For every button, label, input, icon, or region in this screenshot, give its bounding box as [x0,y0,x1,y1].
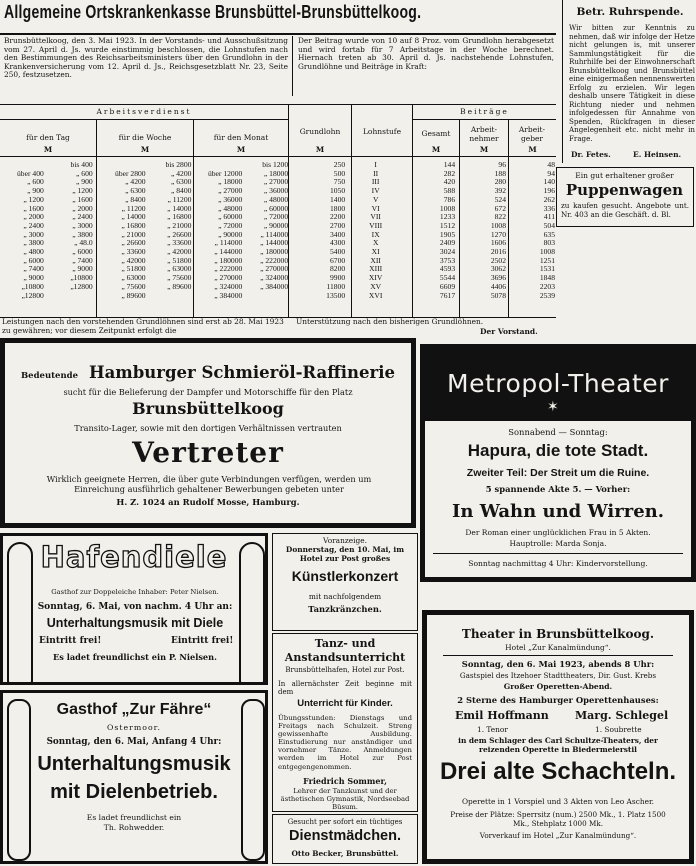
table-cell: „ 48.0 [74,238,93,248]
schmieroel-title: Hamburger Schmieröl-Raffinerie [89,363,395,382]
header-gesamt: Gesamt [421,129,451,138]
dienstmaedchen-ad [272,814,418,864]
table-cell: XIV [368,273,383,283]
table-cell: „ 180000 [214,255,243,265]
table-cell: „ 51800 [121,264,146,274]
table-cell: 2203 [539,281,555,291]
table-cell: 2502 [490,255,507,265]
table-cell: „ 6000 [23,255,44,265]
hafendiele-date: Sonntag, 6. Mai, von nachm. 4 Uhr an: [37,602,233,612]
schmieroel-line1: sucht für die Belieferung der Dampfer und Motorschiffe für den Platz [63,387,353,397]
metropol-film1: Hapura, die tote Stadt. [467,441,649,460]
table-cell: „ 63000 [121,273,146,283]
ruhrspende-sign-1: Dr. Fetes. [571,150,611,159]
schmieroel-line4: H. Z. 1024 an Rudolf Mosse, Hamburg. [116,497,300,507]
table-cell: „ 3800 [72,229,93,239]
theater-hotel: Hotel „Zur Kanalmündung“. [505,643,611,652]
header-grundlohn-mark: M [315,145,325,154]
table-cell: über 12000 [207,168,243,178]
table-cell: „ 33600 [121,247,146,257]
table-cell: „ 6000 [72,247,93,257]
tanz-title-2: Anstandsunterricht [284,651,406,664]
table-cell: „ 2000 [72,203,93,213]
table-cell: 4300 [329,238,346,248]
table-cell: II [373,168,379,178]
table-cell: 1233 [439,212,456,222]
table-cell: 3753 [439,255,456,265]
theater-presale: Vorverkauf im Hotel „Zur Kanalmündung“. [479,831,637,840]
table-cell: „ 27000 [218,186,243,196]
table-cell: 822 [494,212,507,222]
theater-stars: 2 Sterne des Hamburger Operettenhauses: [457,695,659,705]
ruhrspende-title: Betr. Ruhrspende. [576,6,684,18]
table-cell: „ 270000 [260,264,289,274]
table-footnote-left: Leistungen nach den vorstehenden Grundlöhnen sind erst ab 28. Mai 1923 zu gewähren; vor diesem Zeitpunkt erfolgt die [2,317,284,335]
table-cell: 1606 [490,238,507,248]
table-cell: 635 [543,229,555,239]
table-cell: „ 11200 [167,194,192,204]
table-cell: „ 114000 [260,229,289,239]
puppenwagen-pre: Ein gut erhaltener großer [575,171,674,180]
theater-guest: Gastspiel des Itzehoer Stadttheaters, Dir. Gust. Krebs [459,671,657,680]
hafendiele-big: Unterhaltungsmusik mit Diele [46,616,224,630]
table-cell: „ 2400 [72,212,93,222]
table-cell: „ 60000 [218,212,243,222]
theater-hit: in dem Schlager des Carl Schultze-Theaters, der reizenden Operette in Biedermeierstil [458,736,658,754]
table-cell: 4406 [490,281,507,291]
table-cell: „ 114000 [214,238,243,248]
table-cell: „ 72000 [263,212,289,222]
table-cell: „ 144000 [214,247,243,257]
table-cell: „ 18000 [218,177,243,187]
theater-performer-1: Emil Hoffmann [455,709,549,722]
schmieroel-line3: Wirklich geeignete Herren, die über gute Verbindungen verfügen, werden um Einreichung ausführlich gehaltener Bewerbungen gebeten unter [46,474,372,494]
table-cell: XIII [369,264,383,274]
table-cell: 2016 [490,247,507,257]
table-cell: „ 3800 [23,238,44,248]
table-cell: 280 [494,177,507,187]
faehre-invite: Es ladet freundlichst ein [86,813,182,822]
table-cell: „ 75600 [167,273,192,283]
tanzunterricht-ad [272,633,418,812]
table-cell: 750 [333,177,346,187]
table-cell: 6700 [329,255,346,265]
table-cell: VII [370,212,381,222]
table-cell: 3062 [490,264,507,274]
table-cell: 1050 [329,186,346,196]
table-cell: 96 [498,160,507,169]
tanz-p1: In allernächster Zeit beginne mit dem [278,680,412,697]
header-woche-mark: M [140,145,150,154]
intro-column-2: Der Beitrag wurde von 10 auf 8 Proz. vom Grundlohn herabgesetzt und wird fortab für 7 Arbeitstage in der Woche berechnet. Hiernach treten ab 30. April d. Js. nachstehende Lohnstufen, Grundlöhne und Beiträge in Kraft: [298,36,554,71]
table-cell: „ 144000 [260,238,289,248]
table-cell [243,292,289,301]
table-cell: 140 [543,177,555,187]
table-cell: „ 2000 [23,212,44,222]
table-cell: „ 222000 [260,255,289,265]
table-cell: 3400 [329,229,346,239]
table-cell: „ 42000 [167,247,192,257]
header-arbeitnehmer: Arbeit- nehmer [469,125,499,143]
table-cell: „ 180000 [260,247,289,257]
header-tag-mark: M [43,145,53,154]
table-cell: 13500 [326,290,346,300]
konzert-big: Künstlerkonzert [291,568,399,584]
table-cell: „ 270000 [214,273,243,283]
table-cell: XII [370,255,381,265]
metropol-title: Metropol-Theater [447,369,669,398]
table-cell: „ 900 [76,177,93,187]
table-cell: „ 1200 [72,186,93,196]
table-cell: „10800 [70,273,93,283]
theater-role-2: 1. Soubrette [595,725,642,734]
table-cell: „ 6300 [125,186,146,196]
header-beitraege: Beiträge [460,107,509,116]
faehre-title: Gasthof „Zur Fähre“ [56,701,212,718]
table-cell: „ 8400 [170,186,192,196]
dienst-who: Otto Becker, Brunsbüttel. [291,849,399,858]
table-cell: „ 9000 [72,264,93,274]
table-cell: „ 2400 [23,220,44,230]
table-cell: „ 14000 [121,212,146,222]
table-cell: 8200 [329,264,346,274]
tanz-name: Friedrich Sommer, [303,776,387,786]
table-cell: „ 222000 [214,264,243,274]
table-cell: III [371,177,380,187]
table-cell: 1008 [439,203,456,213]
table-cell: V [372,194,379,204]
table-cell: „ 18000 [263,168,289,178]
konzert-after: mit nachfolgendem [308,592,382,601]
table-cell: 2539 [539,290,555,300]
table-cell: „10800 [21,281,44,291]
headline: Allgemeine Ortskrankenkasse Brunsbüttel-Brunsbüttelkoog. [4,2,422,22]
hafendiele-entry-1: Eintritt frei! [39,636,102,646]
hafendiele-entry-2: Eintritt frei! [171,636,234,646]
table-cell: IV [371,186,380,196]
theater-prices: Preise der Plätze: Sperrsitz (num.) 2500 Mk., 1. Platz 1500 Mk., Stehplatz 1000 Mk. [450,810,666,828]
table-cell: 1800 [329,203,346,213]
table-cell: „ 600 [76,168,93,178]
table-cell: „ 600 [27,177,44,187]
tanz-p2: Übungsstunden: Dienstags und Freitags nach Schulzeit. Streng gewissenhafte Ausbildung. Einstudierung nur anständiger und vornehmer Tänze. Anmeldungen werden im Hotel zur Post entgegengenommen. [278,714,412,771]
table-cell: „ 27000 [263,177,289,187]
table-cell: „ 3000 [72,220,93,230]
table-cell: 504 [543,220,555,230]
faehre-big-1: Unterhaltungsmusik [37,753,231,775]
puppenwagen-title: Puppenwagen [565,181,684,199]
konzert-dance: Tanzkränzchen. [308,604,382,614]
table-cell: „ 4200 [125,177,146,187]
metropol-banner [425,349,691,421]
table-cell: bis 2800 [165,160,192,169]
schmieroel-lead: Bedeutende [21,371,78,381]
column-divider [292,36,293,96]
table-cell: „ 63000 [167,264,192,274]
metropol-role: Hauptrolle: Marda Sonja. [509,539,607,548]
table-cell: „ 33600 [167,238,192,248]
puppenwagen-ad [556,167,694,227]
table-cell: „ 8400 [125,194,146,204]
faehre-place: Ostermoor. [107,723,161,732]
header-tag: für den Tag [26,133,70,142]
contribution-table [0,104,556,318]
table-cell: „12800 [21,290,44,300]
table-cell: 336 [543,203,555,213]
rate-rows [0,161,556,300]
table-cell: 48 [547,160,555,169]
table-cell: VI [371,203,380,213]
table-cell: 144 [443,160,456,169]
header-arbeitgeber: Arbeit- geber [518,125,546,143]
header-lohnstufe: Lohnstufe [362,127,402,136]
konzert-pre: Voranzeige. [323,536,367,545]
faehre-big-2: mit Dielenbetrieb. [50,781,218,803]
table-cell: „ 21000 [167,220,192,230]
metropol-theater-ad [420,344,696,582]
table-cell: „ 36000 [218,194,243,204]
table-cell: 6609 [439,281,456,291]
table-cell: „ 4800 [23,247,44,257]
hafendiele-invite: Es ladet freundlichst ein P. Nielsen. [53,652,217,662]
header-arbeitnehmer-mark: M [479,145,489,154]
header-arbeitsverdienst: Arbeitsverdienst [96,107,192,116]
table-cell [147,292,193,301]
table-cell: „ 11200 [121,203,146,213]
table-cell: 282 [443,168,456,178]
table-cell: „ 9000 [23,273,44,283]
table-cell: „12800 [70,281,93,291]
table-cell: 420 [443,177,456,187]
tanz-place: Brunsbüttelhafen, Hotel zur Post. [285,666,405,674]
metropol-days: Sonnabend — Sonntag: [508,427,608,437]
theater-title: Theater in Brunsbüttelkoog. [461,627,655,641]
theater-ad [422,610,694,864]
table-cell: 3024 [439,247,456,257]
table-cell: 1008 [539,247,555,257]
table-row [0,292,556,301]
table-cell: I [374,160,377,169]
table-footnote-right: Unterstützung nach den bisherigen Grundlöhnen. [296,317,484,326]
table-cell: 11800 [326,281,346,291]
konzert-date: Donnerstag, den 10. Mai, im Hotel zur Post großes [285,545,405,563]
hafendiele-title: Hafendiele [40,540,228,574]
table-cell: 250 [333,160,346,169]
table-cell: bis 1200 [262,160,289,169]
table-cell: über 400 [17,168,44,178]
metropol-acts: 5 spannende Akte 5. — Vorher: [485,484,631,494]
hafendiele-sub: Gasthof zur Doppeleiche Inhaber: Peter Nielsen. [51,588,219,596]
table-cell: 1270 [490,229,507,239]
table-cell: „ 36000 [263,186,289,196]
header-grundlohn: Grundlohn [299,127,341,136]
table-cell: 1251 [539,255,555,265]
faehre-name: Th. Rohwedder. [103,823,165,832]
hafendiele-ad [0,533,268,685]
theater-eve: Großer Operetten-Abend. [503,682,613,691]
table-cell: „ 4200 [170,168,192,178]
table-cell: „ 324000 [260,273,289,283]
table-cell: 1531 [539,264,555,274]
dienst-pre: Gesucht per sofort ein tüchtiges [287,818,403,826]
table-cell: 9900 [329,273,346,283]
table-cell: „ 384000 [260,281,289,291]
table-cell: „ 90000 [263,220,289,230]
header-woche: für die Woche [118,133,172,142]
table-cell: VIII [369,220,383,230]
headline-rule [0,33,556,35]
table-cell: „ 16800 [121,220,146,230]
table-cell: 803 [543,238,555,248]
ruhrspende-notice [562,0,696,163]
schmieroel-big: Vertreter [132,436,284,469]
table-cell: XV [370,281,382,291]
faehre-date: Sonntag, den 6. Mai, Anfang 4 Uhr: [46,737,222,747]
table-cell: „ 89600 [121,290,146,300]
header-arbeitgeber-mark: M [528,145,537,154]
tanz-title-1: Tanz- und [314,637,376,650]
faehre-ad [0,690,268,864]
table-cell: „ 384000 [214,290,243,300]
metropol-film2: In Wahn und Wirren. [451,501,665,522]
metropol-kids: Sonntag nachmittag 4 Uhr: Kindervorstellung. [468,559,648,568]
table-cell: 1400 [329,194,346,204]
table-cell: 1512 [439,220,456,230]
table-cell: 262 [543,194,555,204]
table-cell: „ 26600 [121,238,146,248]
header-gesamt-mark: M [431,145,441,154]
intro-column-1: Brunsbüttelkoog, den 3. Mai 1923. In der Vorstands- und Ausschußsitzung vom 27. April d. Js. wurde einstimmig beschlossen, die Lohnstufen nach den Bestimmungen des Reichsarbeitsministers über den Grundlohn in der Krankenversicherung vom 12. April d. Js., Reichsgesetzblatt Nr. 23, Seite 250, festzusetzen. [4,36,288,80]
ornament-right [241,699,265,861]
table-cell: 1905 [439,229,456,239]
konzert-ad [272,533,418,631]
table-cell: XI [371,247,380,257]
table-cell: „ 900 [27,186,44,196]
theater-big: Drei alte Schachteln. [439,758,677,785]
ornament-right [239,542,265,684]
table-cell: 188 [494,168,507,178]
table-cell: 411 [543,212,555,222]
table-cell: 3696 [490,273,507,283]
table-cell: 500 [333,168,346,178]
ornament-left [7,699,31,861]
table-cell: bis 400 [70,160,93,169]
table-cell: „ 1600 [72,194,93,204]
table-cell: 2409 [439,238,456,248]
theater-performer-2: Marg. Schlegel [575,709,669,722]
table-cell: „ 1200 [23,194,44,204]
table-cell: 2200 [329,212,346,222]
ortskrankenkasse-ad [0,0,556,336]
header-monat: für den Monat [213,133,269,142]
table-cell: „ 89600 [167,281,192,291]
table-cell: 94 [547,168,555,178]
table-cell: 588 [443,186,456,196]
metropol-novel: Der Roman einer unglücklichen Frau in 5 Akten. [465,528,651,537]
table-cell: „ 14000 [167,203,192,213]
star-icon: ✶ [547,399,559,415]
table-cell: 196 [543,186,555,196]
table-cell: 5544 [439,273,456,283]
ruhrspende-body: Wir bitten zur Kenntnis zu nehmen, daß wir infolge der Hetze nicht gelungen is, mit unserer Sammlungstätigkeit für die Ruhrhilfe bei der Einwohnerschaft Brunsbüttelkoog und Brunsbüttel eine einigermaßen nennenswerten Erfolg zu erzielen. Wir legen deshalb unsere Tätigkeit in diese Richtung nieder und nehmen infolgedessen für Annahme von Spenden, Rückfragen in dieser Angelegenheit etc. nicht mehr in Frage. [569,23,695,143]
theater-role-1: 1. Tenor [477,725,508,734]
table-cell: „ 75600 [121,281,146,291]
dienst-big: Dienstmädchen. [289,828,401,844]
table-cell: 672 [494,203,507,213]
table-cell: „ 26600 [167,229,192,239]
table-cell: „ 60000 [263,203,289,213]
table-cell: „ 51800 [167,255,192,265]
table-cell: 392 [494,186,507,196]
table-cell: „ 21000 [121,229,146,239]
table-cell: „ 7400 [23,264,44,274]
tanz-role: Lehrer der Tanzkunst und der ästhetischen Gymnastik, Nordseebad Büsum. [280,787,410,811]
signature: Der Vorstand. [480,327,538,336]
table-cell: XVI [368,290,383,300]
table-cell: über 2800 [115,168,146,178]
table-cell: 4593 [439,264,456,274]
table-cell: „ 324000 [214,281,243,291]
table-row [0,283,556,292]
table-cell: 5078 [490,290,507,300]
table-cell: „ 16800 [167,212,192,222]
ornament-left [7,542,33,684]
table-cell: X [372,238,379,248]
table-cell: 5400 [329,247,346,257]
table-cell: 2700 [329,220,346,230]
table-cell [45,292,94,301]
ruhrspende-sign-2: E. Heinsen. [633,150,682,159]
schmieroel-place: Brunsbüttelkoog [132,399,284,418]
theater-date: Sonntag, den 6. Mai 1923, abends 8 Uhr: [461,659,655,669]
tanz-kids: Unterricht für Kinder. [297,698,393,709]
header-monat-mark: M [236,145,246,154]
schmieroel-line2: Transito-Lager, sowie mit den dortigen Verhältnissen vertrauten [74,423,342,433]
table-cell: IX [371,229,380,239]
table-cell: „ 48000 [218,203,243,213]
table-cell: „ 7400 [72,255,93,265]
metropol-part2: Zweiter Teil: Der Streit um die Ruine. [466,467,650,479]
table-cell: „ 1600 [23,203,44,213]
table-cell: „ 42000 [121,255,146,265]
table-cell: „ 3000 [23,229,44,239]
table-cell: „ 72000 [218,220,243,230]
puppenwagen-body: zu kaufen gesucht. Angebote unt. Nr. 403 an die Geschäft. d. Bl. [561,201,689,219]
table-cell: 7617 [439,290,456,300]
table-cell: 524 [494,194,507,204]
schmieroel-ad [0,338,416,528]
theater-acts: Operette in 1 Vorspiel und 3 Akten von Leo Ascher. [461,797,655,806]
table-cell: 786 [443,194,456,204]
table-cell: „ 6300 [170,177,192,187]
table-cell: 1848 [539,273,555,283]
table-cell: „ 48000 [263,194,289,204]
table-cell: 1008 [490,220,507,230]
table-cell: „ 90000 [218,229,243,239]
